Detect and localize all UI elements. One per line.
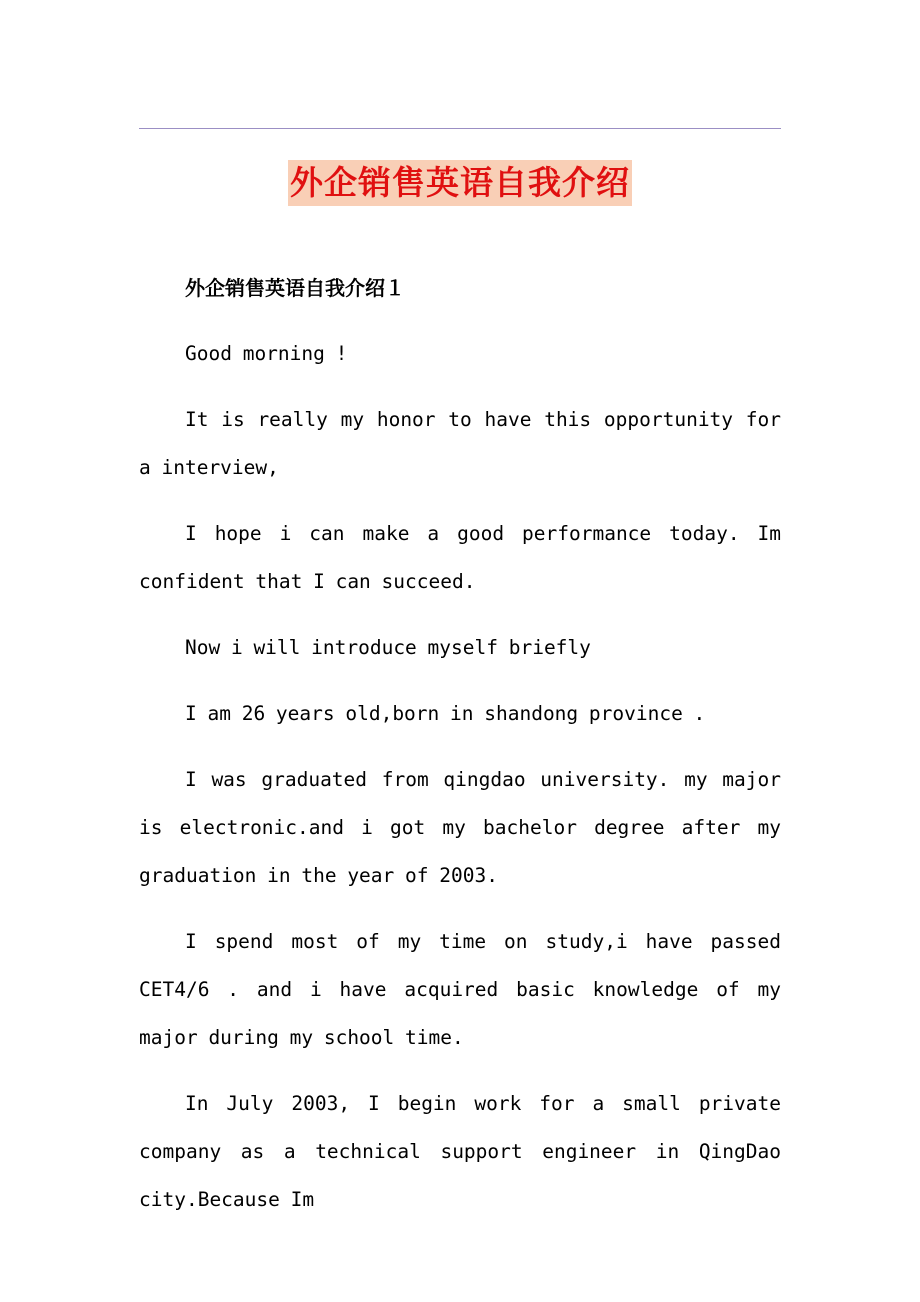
title-container <box>0 160 920 206</box>
document-body <box>139 264 781 1242</box>
paragraph: I hope i can make a good performance today. Im confident that I can succeed. <box>139 522 781 593</box>
paragraph: I spend most of my time on study,i have passed CET4/6 . and i have acquired basic knowledge of my major during my school time. <box>139 930 781 1049</box>
paragraph: Now i will introduce myself briefly <box>185 636 591 659</box>
document-title: 外企销售英语自我介绍 <box>288 160 632 206</box>
paragraph: I was graduated from qingdao university. my major is electronic.and i got my bachelor degree after my graduation in the year of 2003. <box>139 768 781 887</box>
paragraph: In July 2003, I begin work for a small private company as a technical support engineer in QingDao city.Because Im <box>139 1092 781 1211</box>
paragraph: It is really my honor to have this opportunity for a interview, <box>139 408 781 479</box>
paragraph: I am 26 years old,born in shandong province . <box>185 702 706 725</box>
paragraph: Good morning ! <box>185 342 348 365</box>
section-heading: 外企销售英语自我介绍１ <box>185 276 405 300</box>
header-rule <box>139 128 781 129</box>
